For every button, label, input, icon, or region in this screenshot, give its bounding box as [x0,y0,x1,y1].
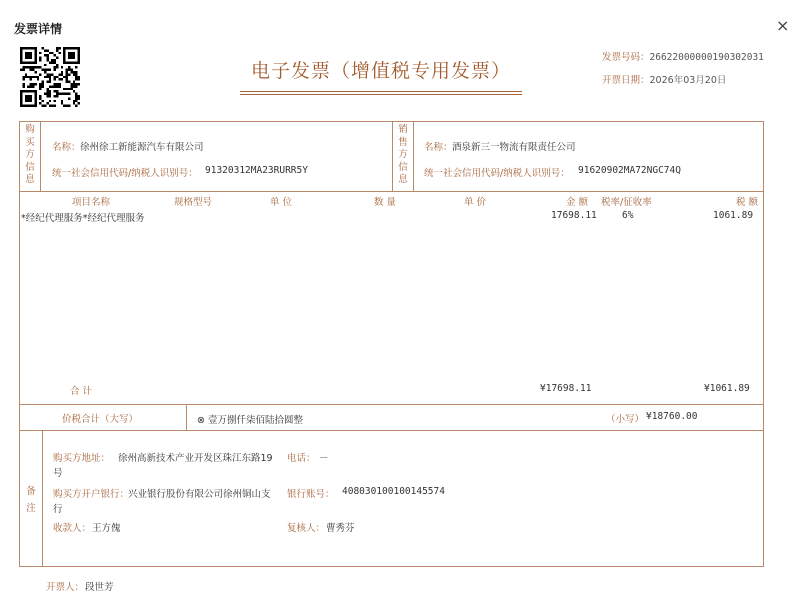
col-header-qty: 数 量 [374,197,397,208]
seller-taxid-label: 统一社会信用代码/纳税人识别号： [424,168,570,179]
col-header-name: 项目名称 [72,197,111,208]
divider-parties [19,191,764,192]
total-divider [186,404,187,430]
item-amount: 17698.11 [551,210,597,221]
total-amount: ¥17698.11 [540,383,592,394]
total-with-tax-label: 价税合计（大写） [62,414,139,425]
total-tax: ¥1061.89 [704,383,750,394]
invoice-date-label: 开票日期： [602,75,650,86]
invoice-title: 电子发票（增值税专用发票） [250,60,511,82]
payee-value: 王方傀 [92,523,121,534]
item-rate: 6% [622,210,634,221]
seller-taxid: 91620902MA72NGC74Q [578,165,681,176]
account-value: 408030100100145574 [342,486,445,497]
invoice-date [602,72,726,86]
buyer-label-divider [40,121,41,191]
buyer-section-label: 购 买 方 信 息 [25,124,35,185]
buyer-taxid-label: 统一社会信用代码/纳税人识别号： [52,168,198,179]
total-figure: ¥18760.00 [646,411,698,422]
col-header-price: 单 价 [464,197,487,208]
remarks-section-label: 备 注 [26,486,36,514]
party-divider [392,121,393,191]
col-header-tax: 税 额 [736,197,759,208]
divider-items [19,404,764,405]
seller-name: 酒泉新三一物流有限责任公司 [452,142,576,153]
total-words [197,412,303,426]
bank-label: 购买方开户银行： [53,489,130,500]
buyer-name: 徐州徐工新能源汽车有限公司 [80,142,204,153]
reviewer-value: 曹秀芬 [326,523,355,534]
phone-value: － [319,453,329,464]
close-icon[interactable]: × [776,16,790,35]
invoice-number-label: 发票号码： [602,52,650,63]
reviewer-label: 复核人： [287,523,326,534]
buyer-address-cont: 号 [53,468,63,479]
divider-total [19,430,764,431]
remarks-label-divider [42,430,43,567]
col-header-rate: 税率/征收率 [601,197,652,208]
qr-code-icon [20,46,80,108]
account-label: 银行账号： [287,489,335,500]
col-header-amount: 金 额 [566,197,589,208]
invoice-number [602,49,764,63]
total-words-icon: ⊗ [197,415,205,426]
seller-name-label: 名称： [424,142,453,153]
payee-label: 收款人： [53,523,92,534]
col-header-spec: 规格型号 [174,197,213,208]
invoice-date-value: 2026年03月20日 [649,75,727,86]
item-name: *经纪代理服务*经纪代理服务 [21,213,145,224]
dialog-title: 发票详情 [14,22,63,36]
title-underline-2 [240,94,522,95]
invoice-number-value: 26622000000190302031 [649,52,764,63]
buyer-name-label: 名称： [52,142,81,153]
total-figure-label: （小写） [606,414,645,425]
buyer-address-label: 购买方地址： [53,453,111,464]
seller-label-divider [413,121,414,191]
total-words-value: 壹万捌仟柒佰陆拾圆整 [208,415,304,426]
item-tax: 1061.89 [713,210,754,221]
buyer-taxid: 91320312MA23RURR5Y [205,165,308,176]
bank-name-cont: 行 [53,504,63,515]
buyer-address: 徐州高新技术产业开发区珠江东路19 [118,453,273,464]
col-header-unit: 单 位 [270,197,293,208]
issuer-label: 开票人： [46,582,85,593]
title-underline [240,91,522,92]
phone-label: 电话： [287,453,316,464]
seller-section-label: 销 售 方 信 息 [398,124,408,185]
total-label: 合 计 [70,386,93,397]
bank-name: 兴业银行股份有限公司徐州铜山支 [128,489,271,500]
issuer-name: 段世芳 [85,582,114,593]
